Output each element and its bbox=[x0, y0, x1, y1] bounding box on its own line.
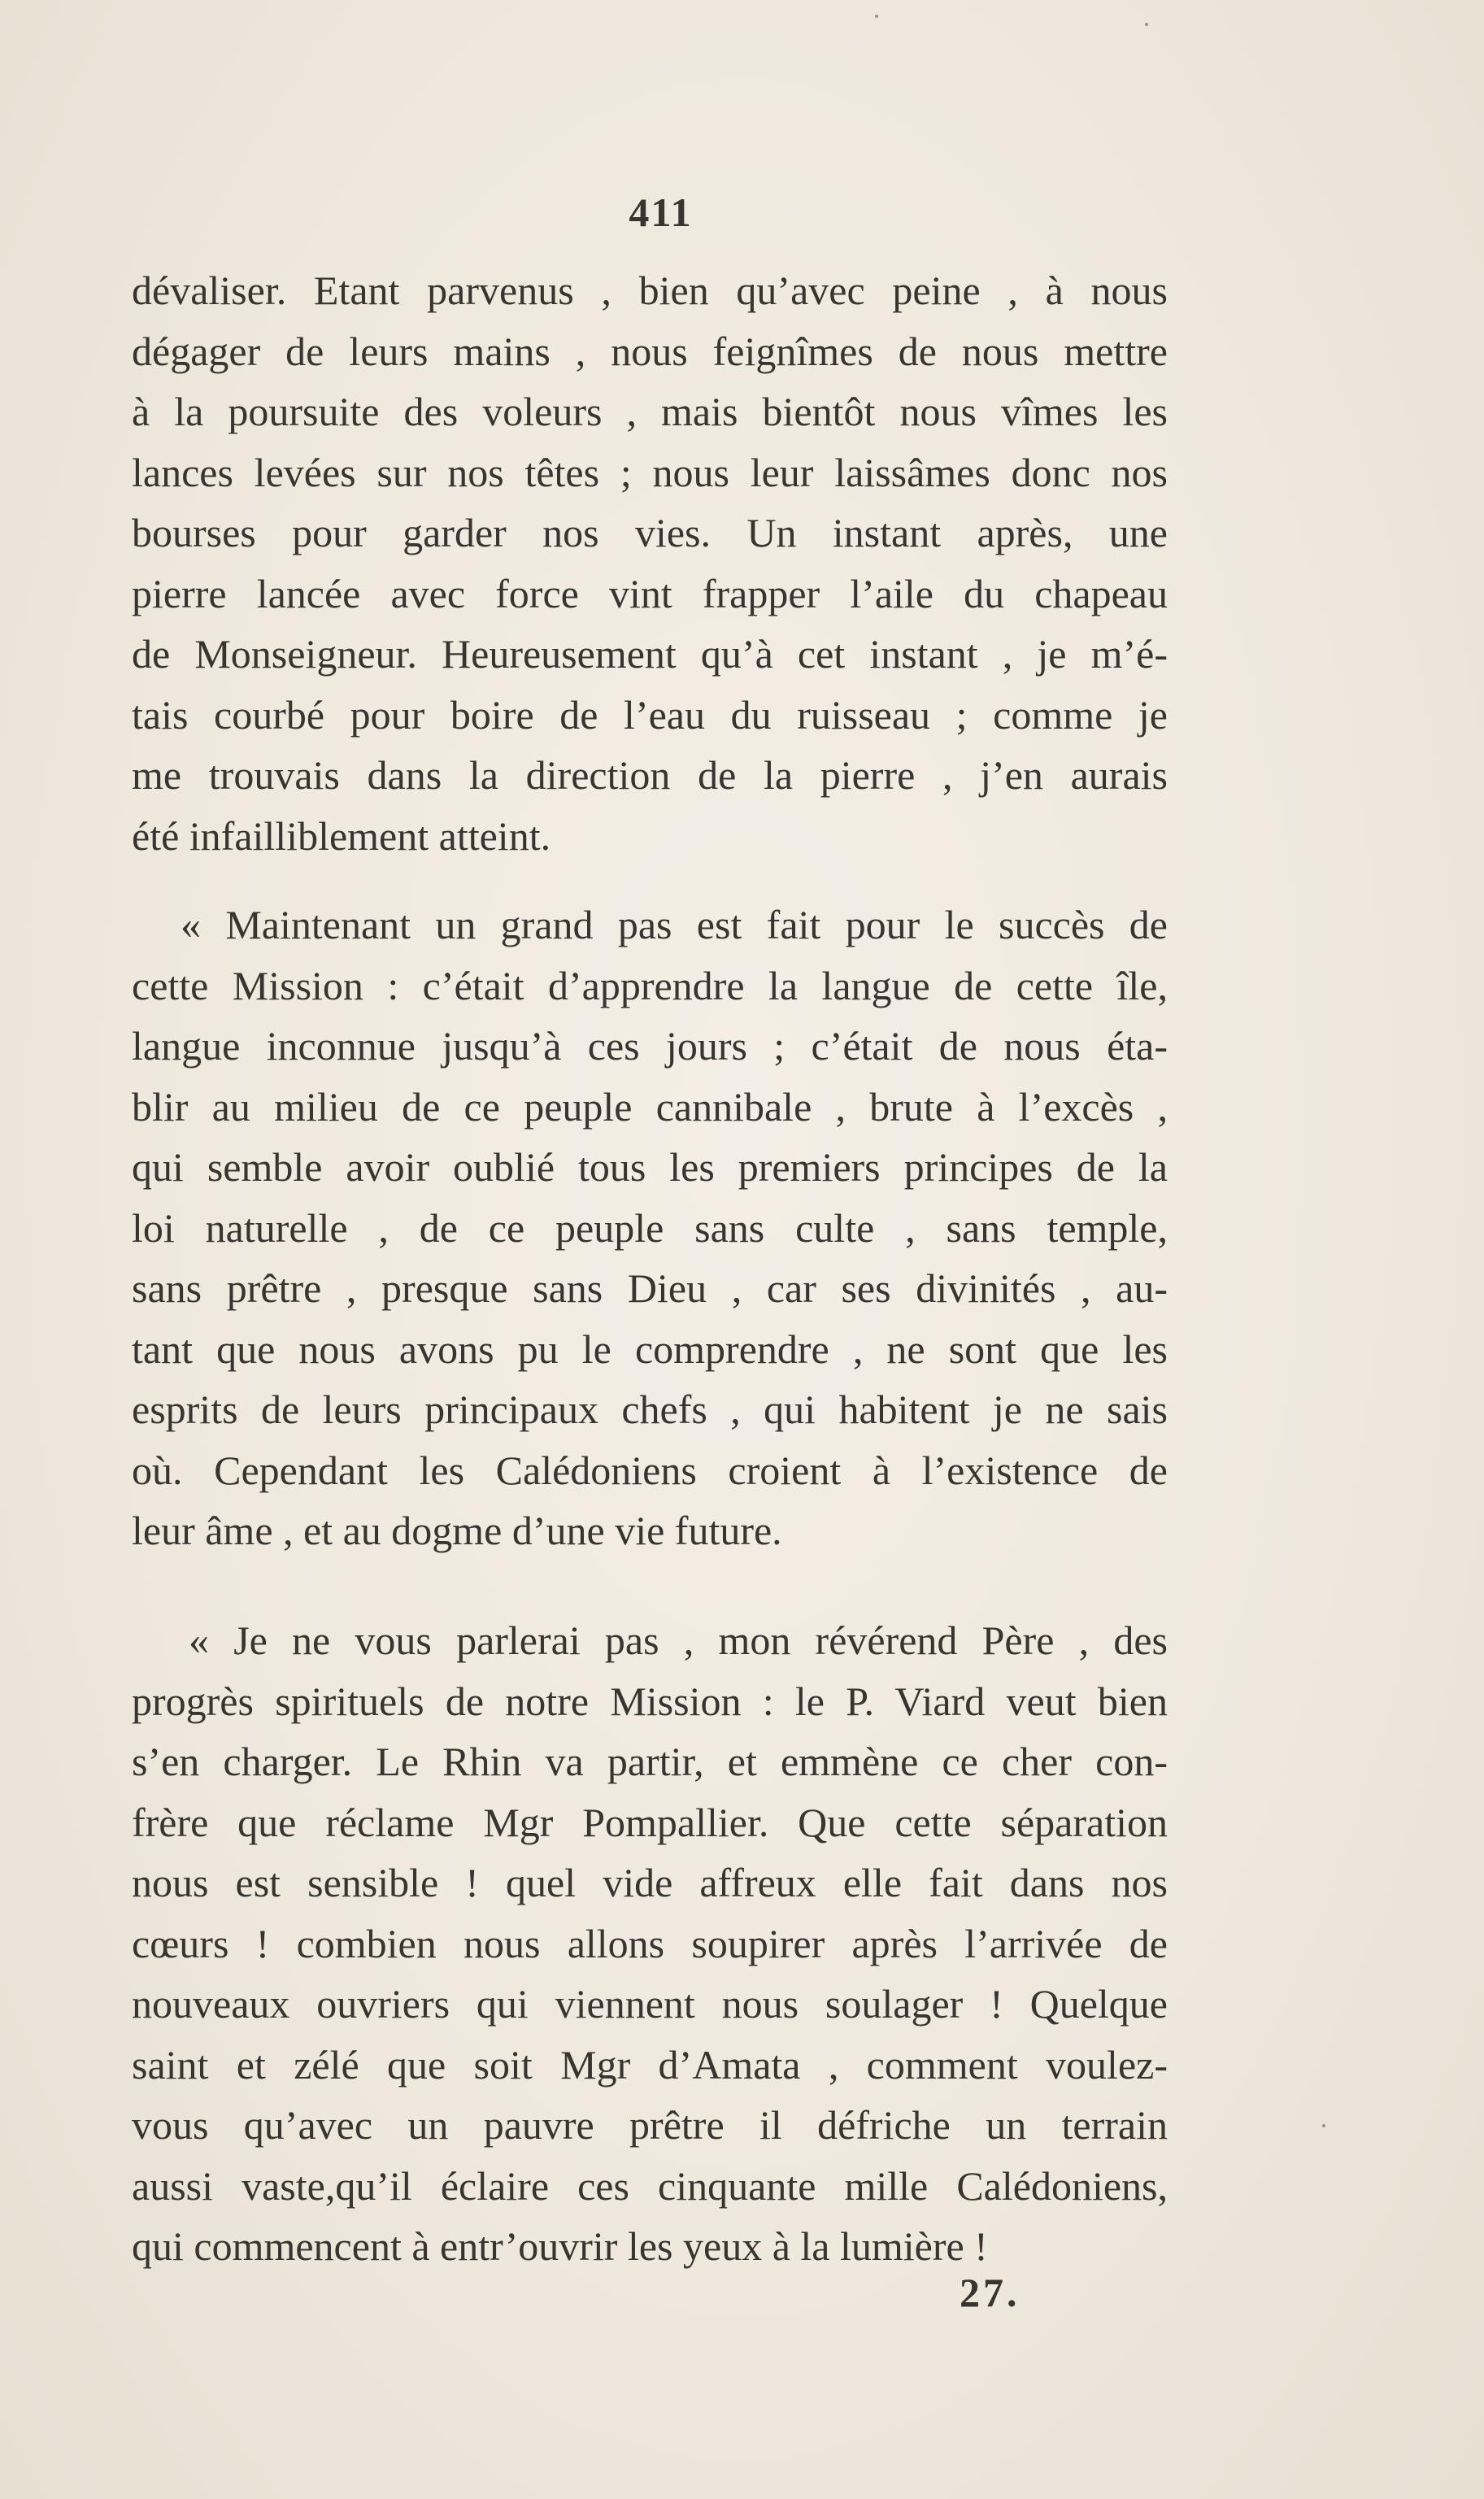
text-line: saint et zélé que soit Mgr d’Amata , comment voulez- bbox=[132, 2041, 1168, 2088]
page-number: 411 bbox=[629, 189, 693, 235]
text-line: esprits de leurs principaux chefs , qui habitent je ne sais bbox=[132, 1387, 1168, 1432]
text-line: loi naturelle , de ce peuple sans culte , sans temple, bbox=[132, 1204, 1168, 1251]
paper-speck bbox=[1322, 2124, 1325, 2127]
printer-signature-mark: 27. bbox=[960, 2270, 1021, 2315]
text-line: leur âme , et au dogme d’une vie future. bbox=[132, 1508, 782, 1553]
text-line: dévaliser. Etant parvenus , bien qu’avec peine , à nous bbox=[132, 268, 1168, 313]
text-line: nouveaux ouvriers qui viennent nous soulager ! Quelque bbox=[132, 1981, 1168, 2027]
text-line: nous est sensible ! quel vide affreux elle fait dans nos bbox=[132, 1860, 1168, 1905]
text-line: où. Cependant les Calédoniens croient à l’existence de bbox=[132, 1447, 1168, 1493]
text-line: de Monseigneur. Heureusement qu’à cet instant , je m’é- bbox=[132, 631, 1168, 677]
text-line: cœurs ! combien nous allons soupirer après l’arrivée de bbox=[132, 1920, 1168, 1966]
text-line: à la poursuite des voleurs , mais bientôt nous vîmes les bbox=[132, 389, 1168, 434]
text-line: cette Mission : c’était d’apprendre la langue de cette île, bbox=[132, 962, 1168, 1008]
text-line: « Maintenant un grand pas est fait pour le succès de bbox=[181, 902, 1168, 947]
paragraph-3 bbox=[132, 1610, 1168, 2277]
text-line: bourses pour garder nos vies. Un instant après, une bbox=[132, 510, 1168, 555]
paragraph-1 bbox=[132, 260, 1168, 866]
text-line: tais courbé pour boire de l’eau du ruisseau ; comme je bbox=[132, 691, 1168, 738]
text-line: langue inconnue jusqu’à ces jours ; c’était de nous éta- bbox=[132, 1023, 1168, 1069]
text-line: progrès spirituels de notre Mission : le P. Viard veut bien bbox=[132, 1678, 1168, 1724]
text-line: tant que nous avons pu le comprendre , ne sont que les bbox=[132, 1326, 1168, 1372]
text-line: pierre lancée avec force vint frapper l’aile du chapeau bbox=[132, 570, 1168, 616]
text-line: qui commencent à entr’ouvrir les yeux à la lumière ! bbox=[132, 2223, 988, 2269]
text-line: s’en charger. Le Rhin va partir, et emmène ce cher con- bbox=[132, 1739, 1168, 1784]
text-line: vous qu’avec un pauvre prêtre il défriche un terrain bbox=[132, 2102, 1168, 2148]
text-line: qui semble avoir oublié tous les premiers principes de la bbox=[132, 1144, 1168, 1190]
text-line: sans prêtre , presque sans Dieu , car ses divinités , au- bbox=[132, 1265, 1168, 1311]
text-line: dégager de leurs mains , nous feignîmes de nous mettre bbox=[132, 328, 1168, 374]
text-line: été infailliblement atteint. bbox=[132, 812, 551, 859]
paragraph-2 bbox=[132, 895, 1168, 1561]
paper-speck bbox=[1145, 23, 1148, 26]
text-line: lances levées sur nos têtes ; nous leur laissâmes donc nos bbox=[132, 449, 1168, 495]
text-line: frère que réclame Mgr Pompallier. Que cette séparation bbox=[132, 1799, 1168, 1845]
text-line: « Je ne vous parlerai pas , mon révérend Père , des bbox=[189, 1617, 1168, 1663]
text-line: blir au milieu de ce peuple cannibale , brute à l’excès , bbox=[132, 1083, 1168, 1130]
text-line: me trouvais dans la direction de la pierre , j’en aurais bbox=[132, 752, 1168, 798]
text-line: aussi vaste,qu’il éclaire ces cinquante mille Calédoniens, bbox=[132, 2162, 1168, 2209]
paper-speck bbox=[875, 15, 878, 18]
